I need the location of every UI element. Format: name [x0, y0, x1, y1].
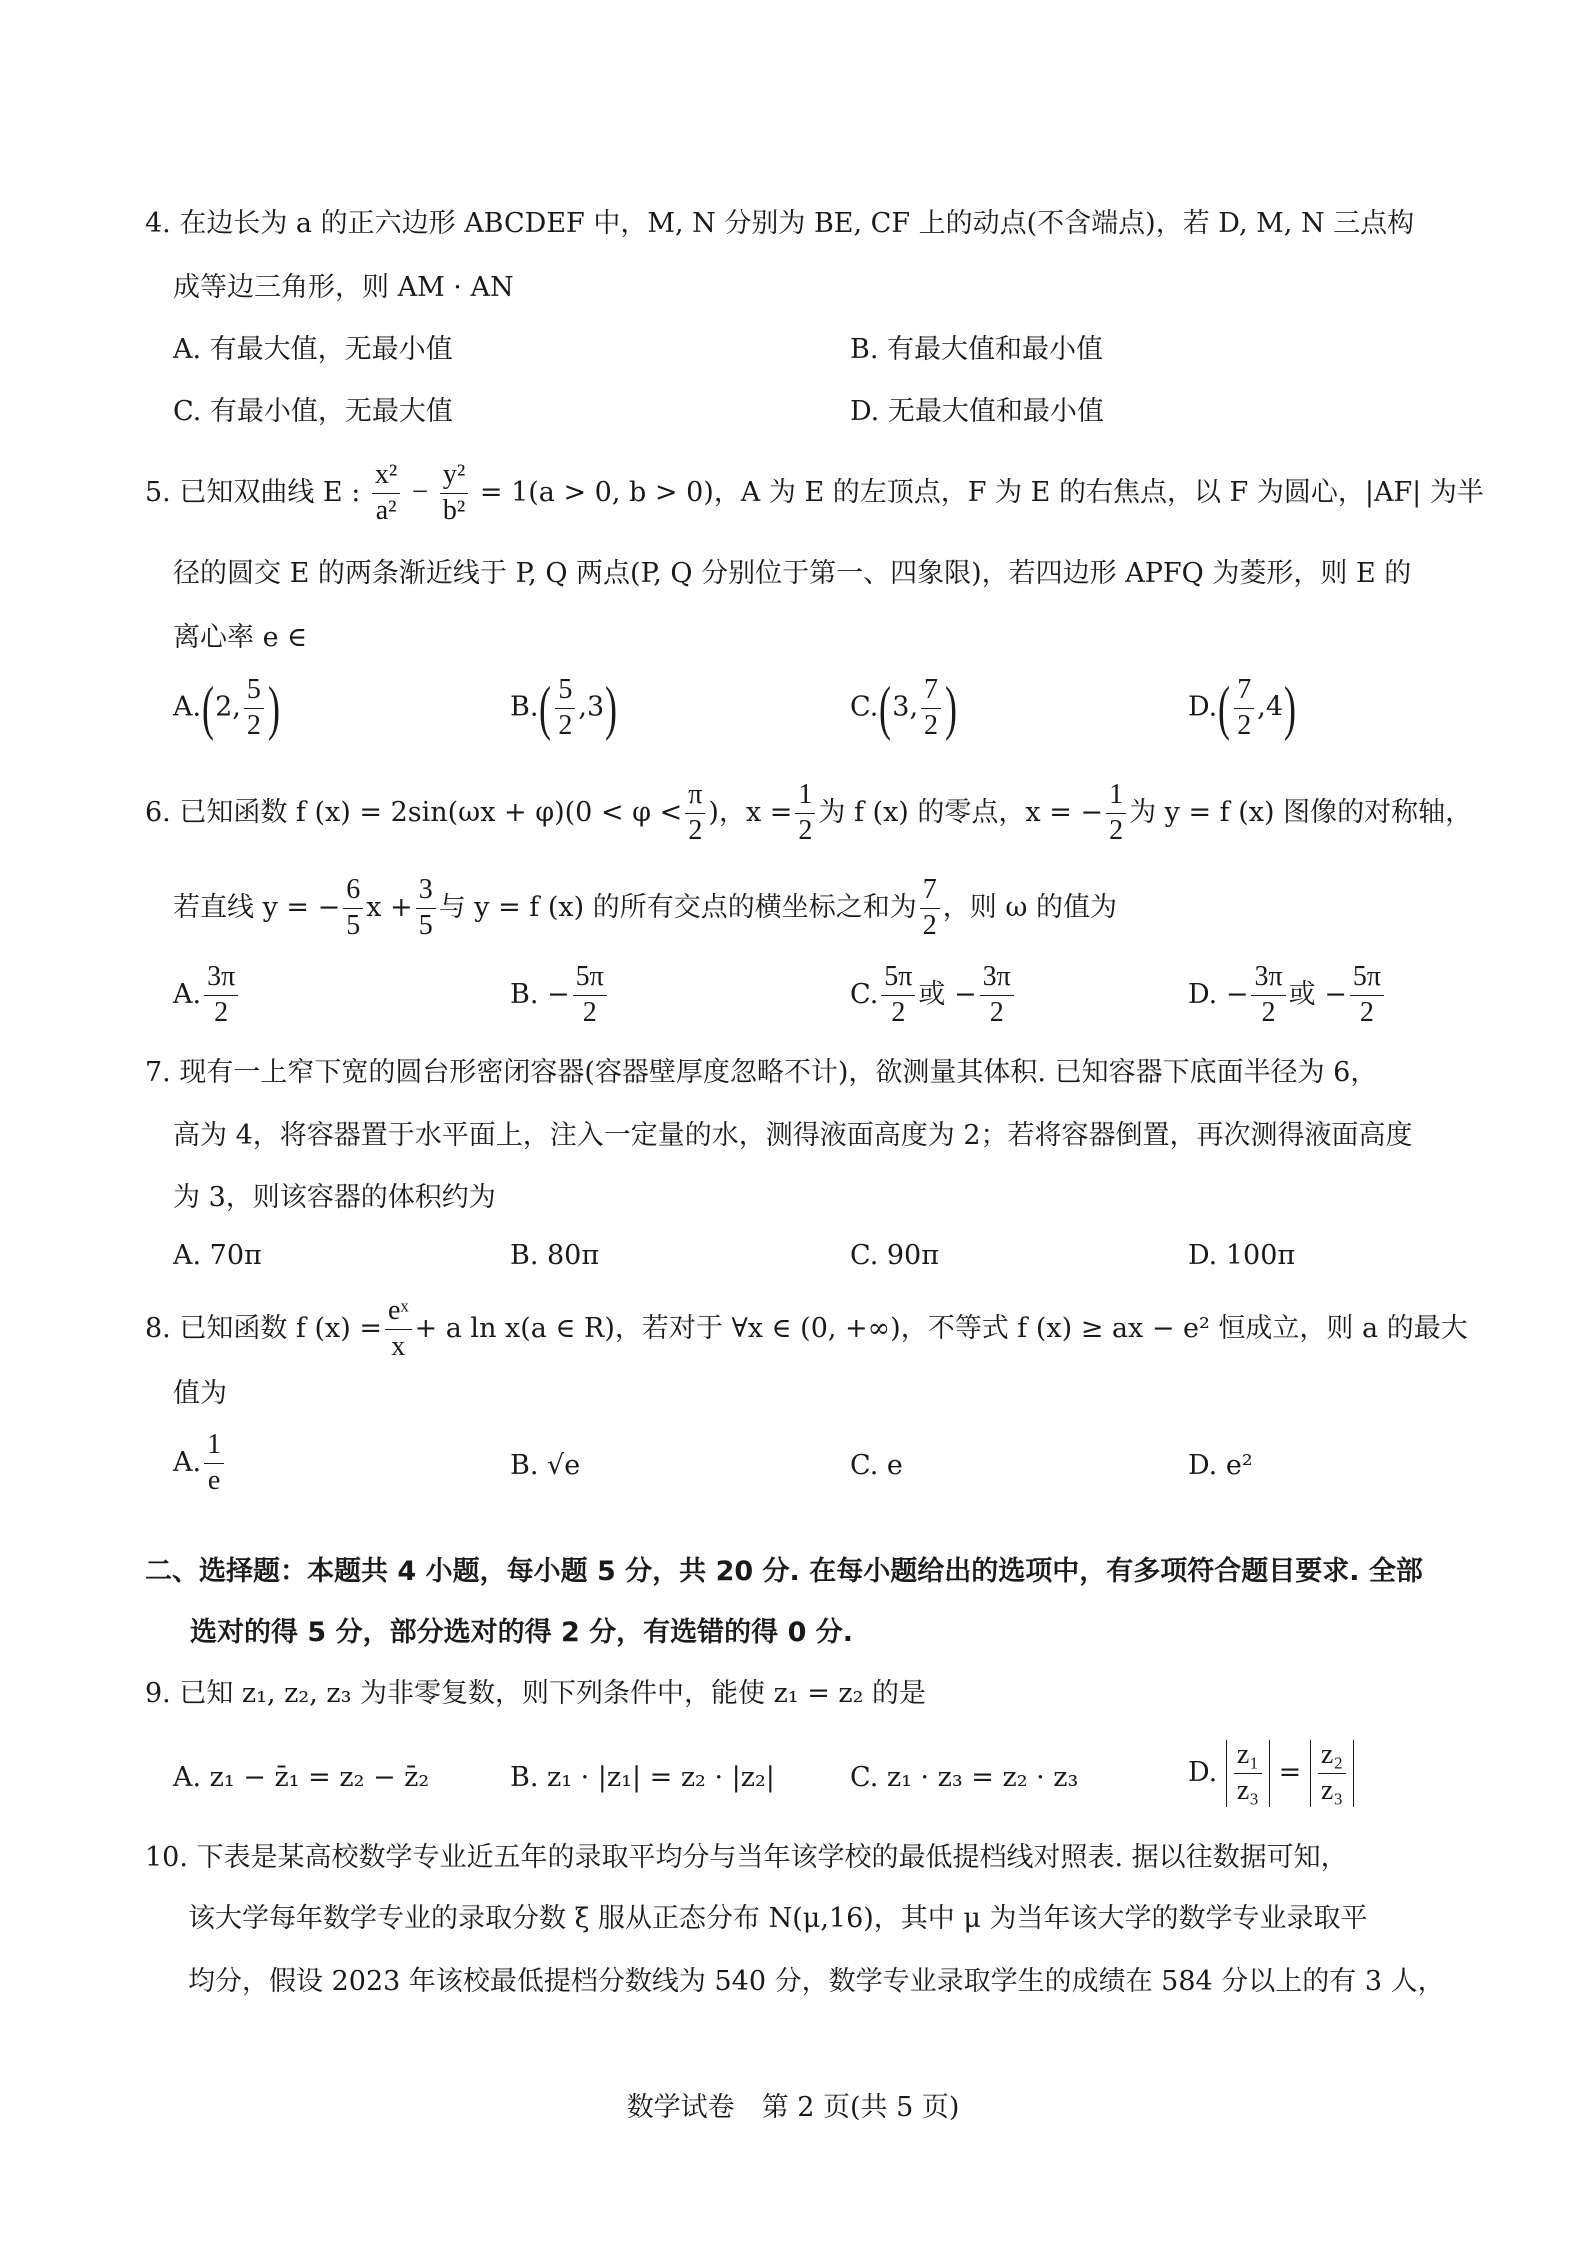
- fraction-numerator: 3π: [204, 962, 238, 996]
- fraction-denominator: 2: [924, 709, 939, 741]
- fraction-numerator: 3: [416, 875, 436, 909]
- fraction-numerator: 1: [204, 1430, 224, 1464]
- fraction-denominator: 2: [1109, 814, 1124, 846]
- q8-option-a: [173, 1430, 227, 1497]
- fraction-numerator: 1: [795, 780, 815, 814]
- q4-stem-line2: 成等边三角形，则 AM · AN: [173, 272, 514, 303]
- q5-option-d: [1188, 672, 1297, 744]
- fraction-numerator: 7: [920, 875, 940, 909]
- fraction: [343, 875, 363, 942]
- q7-stem-line1: 7. 现有一上窄下宽的圆台形密闭容器(容器壁厚度忽略不计)，欲测量其体积. 已知容器下底面半径为 6，: [145, 1057, 1378, 1088]
- or-text: 或 −: [1288, 978, 1347, 1010]
- fraction-numerator: eˣ: [385, 1296, 412, 1330]
- q7-option-c: C. 90π: [850, 1240, 939, 1271]
- option-label: D.: [1188, 691, 1218, 723]
- q10-stem-line3: 均分，假设 2023 年该校最低提档分数线为 540 分，数学专业录取学生的成绩在 584 分以上的有 3 人，: [188, 1966, 1445, 1997]
- q8-option-b: B. √e: [510, 1450, 581, 1481]
- fraction-numerator: 3π: [1251, 962, 1285, 996]
- q6-stem-line1: [145, 780, 1472, 847]
- fraction: [1234, 675, 1254, 742]
- absolute-value: [1310, 1740, 1354, 1807]
- fraction-numerator: 5: [555, 675, 575, 709]
- q9-stem-line1: 9. 已知 z₁, z₂, z₃ 为非零复数，则下列条件中，能使 z₁ = z₂ 的是: [145, 1678, 927, 1709]
- fraction: [795, 780, 815, 847]
- interval-left: 2,: [215, 691, 241, 723]
- q5-option-c: [850, 672, 958, 744]
- q8-stem-line1: [145, 1296, 1468, 1363]
- close-paren: ): [267, 675, 280, 741]
- option-label: C.: [850, 691, 879, 723]
- fraction: [1106, 780, 1126, 847]
- fraction-numerator: z₂: [1318, 1740, 1346, 1774]
- fraction-numerator: x²: [372, 460, 400, 494]
- option-label: A.: [173, 978, 202, 1010]
- fraction-numerator: y²: [440, 460, 468, 494]
- fraction-denominator: 2: [1237, 709, 1252, 741]
- q5-stem-line2: 径的圆交 E 的两条渐近线于 P, Q 两点(P, Q 分别位于第一、四象限)，若四边形 APFQ 为菱形，则 E 的: [173, 558, 1412, 589]
- q5-option-a: [173, 672, 281, 744]
- fraction-numerator: 5: [244, 675, 264, 709]
- fraction-numerator: 1: [1106, 780, 1126, 814]
- fraction-denominator: 2: [891, 996, 906, 1028]
- q4-option-b: B. 有最大值和最小值: [850, 334, 1104, 365]
- fraction: [555, 675, 575, 742]
- minus-sign: −: [411, 475, 429, 508]
- open-paren: (: [202, 675, 215, 741]
- open-paren: (: [1218, 675, 1231, 741]
- q9-option-b: B. z₁ · |z₁| = z₂ · |z₂|: [510, 1762, 775, 1793]
- fraction-denominator: e: [207, 1464, 221, 1496]
- q6-prefix: 6. 已知函数 f (x) = 2sin(ωx + φ)(0 < φ <: [145, 796, 683, 828]
- q7-stem-line3: 为 3，则该容器的体积约为: [173, 1182, 496, 1213]
- interval-right: ,4: [1257, 691, 1284, 723]
- q6-text: x +: [366, 891, 413, 923]
- q5-option-b: [510, 672, 618, 744]
- fraction: [372, 460, 400, 527]
- q9-option-c: C. z₁ · z₃ = z₂ · z₃: [850, 1762, 1079, 1793]
- interval-right: ,3: [578, 691, 605, 723]
- q6-text: 为 f (x) 的零点，x = −: [818, 796, 1104, 828]
- option-label: B. −: [510, 978, 570, 1010]
- q8-option-d: D. e²: [1188, 1450, 1253, 1481]
- fraction-numerator: z₁: [1234, 1740, 1262, 1774]
- fraction: [440, 460, 468, 527]
- q8-prefix: 8. 已知函数 f (x) =: [145, 1312, 383, 1344]
- fraction-denominator: 2: [922, 909, 937, 941]
- option-label: A.: [173, 1446, 202, 1478]
- q6-text: ，则 ω 的值为: [942, 891, 1117, 923]
- fraction-numerator: 6: [343, 875, 363, 909]
- close-paren: ): [945, 675, 958, 741]
- q7-option-b: B. 80π: [510, 1240, 600, 1271]
- q4-option-d: D. 无最大值和最小值: [850, 396, 1104, 427]
- q10-stem-line1: 10. 下表是某高校数学专业近五年的录取平均分与当年该学校的最低提档线对照表. 据以往数据可知，: [145, 1842, 1348, 1873]
- fraction-denominator: 2: [558, 709, 573, 741]
- fraction-denominator: 2: [798, 814, 813, 846]
- fraction-denominator: a²: [375, 494, 397, 526]
- q4-stem-line1: 4. 在边长为 a 的正六边形 ABCDEF 中，M, N 分别为 BE, CF 上的动点(不含端点)，若 D, M, N 三点构: [145, 208, 1415, 239]
- fraction: [244, 675, 264, 742]
- q6-text: )，x =: [708, 796, 793, 828]
- option-label: D. −: [1188, 978, 1249, 1010]
- fraction: [573, 962, 607, 1029]
- q5-prefix: 5. 已知双曲线 E :: [145, 476, 361, 508]
- section2-heading-line2: 选对的得 5 分，部分选对的得 2 分，有选错的得 0 分.: [190, 1617, 854, 1648]
- open-paren: (: [539, 675, 552, 741]
- fraction: [1251, 962, 1285, 1029]
- q8-stem-line2: 值为: [173, 1378, 227, 1409]
- q6-text: 若直线 y = −: [173, 891, 341, 923]
- fraction-denominator: 2: [582, 996, 597, 1028]
- fraction: [204, 1430, 224, 1497]
- fraction: [921, 675, 941, 742]
- interval-left: 3,: [892, 691, 919, 723]
- q8-option-c: C. e: [850, 1450, 903, 1481]
- q6-option-b: [510, 962, 610, 1029]
- fraction-denominator: x: [391, 1330, 406, 1362]
- fraction-numerator: 5π: [1350, 962, 1384, 996]
- absolute-value: [1226, 1740, 1270, 1807]
- q6-text: 为 y = f (x) 图像的对称轴，: [1129, 796, 1473, 828]
- q8-text: + a ln x(a ∈ R)，若对于 ∀x ∈ (0, +∞)，不等式 f (x) ≥ ax − e² 恒成立，则 a 的最大: [414, 1312, 1468, 1344]
- fraction: [204, 962, 238, 1029]
- q5-equation: = 1(a > 0, b > 0): [479, 476, 714, 508]
- fraction-numerator: 3π: [980, 962, 1014, 996]
- fraction: [920, 875, 940, 942]
- equals-sign: =: [1278, 1756, 1302, 1788]
- q5-suffix: ，A 为 E 的左顶点，F 为 E 的右焦点，以 F 为圆心，|AF| 为半: [713, 476, 1484, 508]
- fraction: [980, 962, 1014, 1029]
- page-footer: 数学试卷 第 2 页(共 5 页): [626, 2092, 960, 2123]
- fraction: [416, 875, 436, 942]
- fraction-denominator: 5: [418, 909, 433, 941]
- fraction-numerator: 5π: [881, 962, 915, 996]
- option-label: D.: [1188, 1756, 1218, 1788]
- fraction-denominator: 2: [989, 996, 1004, 1028]
- fraction-denominator: 2: [688, 814, 703, 846]
- option-label: A.: [173, 691, 202, 723]
- q6-option-d: [1188, 962, 1387, 1029]
- q5-stem-line1: [145, 460, 1484, 527]
- open-paren: (: [879, 675, 892, 741]
- close-paren: ): [1284, 675, 1297, 741]
- fraction-numerator: 7: [1234, 675, 1254, 709]
- fraction-denominator: 5: [346, 909, 361, 941]
- option-label: C.: [850, 978, 879, 1010]
- fraction: [685, 780, 705, 847]
- fraction-denominator: z₃: [1320, 1774, 1344, 1806]
- fraction-denominator: z₃: [1236, 1774, 1260, 1806]
- q10-stem-line2: 该大学每年数学专业的录取分数 ξ 服从正态分布 N(μ,16)，其中 μ 为当年该大学的数学专业录取平: [188, 1903, 1368, 1934]
- q6-option-a: [173, 962, 241, 1029]
- fraction-denominator: 2: [246, 709, 261, 741]
- q6-option-c: [850, 962, 1017, 1029]
- q9-option-a: A. z₁ − z̄₁ = z₂ − z̄₂: [173, 1762, 430, 1793]
- fraction-numerator: π: [685, 780, 705, 814]
- option-label: B.: [510, 691, 539, 723]
- q4-option-a: A. 有最大值，无最小值: [173, 334, 453, 365]
- fraction-denominator: b²: [442, 494, 466, 526]
- close-paren: ): [605, 675, 618, 741]
- q7-stem-line2: 高为 4，将容器置于水平面上，注入一定量的水，测得液面高度为 2；若将容器倒置，再次测得液面高度: [173, 1120, 1413, 1151]
- fraction: [881, 962, 915, 1029]
- q4-option-c: C. 有最小值，无最大值: [173, 396, 453, 427]
- q7-option-d: D. 100π: [1188, 1240, 1296, 1271]
- q9-option-d: [1188, 1740, 1354, 1807]
- fraction-denominator: 2: [1261, 996, 1276, 1028]
- fraction: [385, 1296, 412, 1363]
- or-text: 或 −: [918, 978, 977, 1010]
- fraction-numerator: 7: [921, 675, 941, 709]
- fraction: [1234, 1740, 1262, 1807]
- fraction: [1318, 1740, 1346, 1807]
- fraction-denominator: 2: [1359, 996, 1374, 1028]
- q6-text: 与 y = f (x) 的所有交点的横坐标之和为: [438, 891, 917, 923]
- fraction-denominator: 2: [214, 996, 229, 1028]
- q5-stem-line3: 离心率 e ∈: [173, 622, 308, 653]
- q6-stem-line2: [173, 875, 1117, 942]
- q7-option-a: A. 70π: [173, 1240, 262, 1271]
- fraction-numerator: 5π: [573, 962, 607, 996]
- section2-heading-line1: 二、选择题：本题共 4 小题，每小题 5 分，共 20 分. 在每小题给出的选项中，有多项符合题目要求. 全部: [145, 1556, 1423, 1587]
- fraction: [1350, 962, 1384, 1029]
